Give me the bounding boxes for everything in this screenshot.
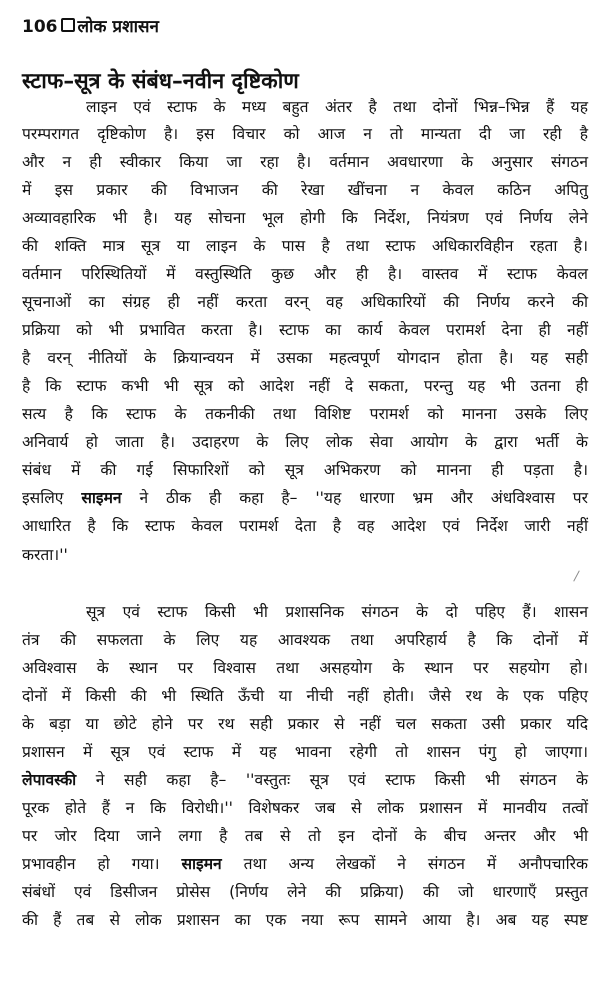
paragraph-line: दोनों में किसी की भी स्थिति ऊँची या नीची नहीं होती। जैसे रथ के एक पहिए <box>22 687 588 705</box>
paragraph-line: परम्परागत दृष्टिकोण है। इस विचार को आज न तो मान्यता दी जा रही है <box>22 125 588 143</box>
author-lepawski: लेपावस्की <box>22 771 77 789</box>
paragraph-line: सूत्र एवं स्टाफ किसी भी प्रशासनिक संगठन के दो पहिए हैं। शासन <box>86 603 588 621</box>
author-simon: साइमन <box>81 489 122 507</box>
text-segment: तथा अन्य लेखकों ने संगठन में अनौपचारिक <box>243 855 588 873</box>
paragraph-line: पर जोर दिया जाने लगा है तब से तो इन दोनों के बीच अन्तर और भी <box>22 827 588 845</box>
quote-lead: इसलिए <box>22 489 64 507</box>
paragraph-line: के बड़ा या छोटे होने पर रथ सही प्रकार से नहीं चल सकता उसी प्रकार यदि <box>22 715 588 733</box>
paragraph-line: सूचनाओं का संग्रह ही नहीं करता वरन् वह अधिकारियों की निर्णय करने की <box>22 293 588 311</box>
paragraph-line: आधारित है कि स्टाफ केवल परामर्श देता है वह आदेश एवं निर्देश जारी नहीं <box>22 517 588 535</box>
paragraph-line: पूरक होते हैं न कि विरोधी।'' विशेषकर जब से लोक प्रशासन में मानवीय तत्वों <box>22 799 588 817</box>
quote-text: ने ठीक ही कहा है– ''यह धारणा भ्रम और अंधविश्वास पर <box>139 489 588 507</box>
section-heading: स्टाफ–सूत्र के संबंध–नवीन दृष्टिकोण <box>22 69 299 94</box>
paragraph-line: संबंधों एवं डिसीजन प्रोसेस (निर्णय लेने की प्रक्रिया) की जो धारणाएँ प्रस्तुत <box>22 883 588 901</box>
paragraph-line: अनिवार्य हो जाता है। उदाहरण के लिए लोक सेवा आयोग के द्वारा भर्ती के <box>22 433 588 451</box>
page-number: 106 <box>22 17 58 37</box>
paragraph-line: है वरन् नीतियों के क्रियान्वयन में उसका महत्वपूर्ण योगदान होता है। यह सही <box>22 349 588 367</box>
square-bullet-icon <box>61 18 75 32</box>
paragraph-line: की हैं तब से लोक प्रशासन का एक नया रूप सामने आया है। अब यह स्पष्ट <box>22 911 588 929</box>
book-title: लोक प्रशासन <box>77 17 159 37</box>
paragraph-line: अविश्वास के स्थान पर विश्वास तथा असहयोग के स्थान पर सहयोग हो। <box>22 659 588 677</box>
paragraph-line: वर्तमान परिस्थितियों में वस्तुस्थिति कुछ और ही है। वास्तव में स्टाफ केवल <box>22 265 588 283</box>
paragraph-line-quote <box>22 488 588 508</box>
paragraph-line: संबंध में की गई सिफारिशों को सूत्र अभिकरण को मानना ही पड़ता है। <box>22 461 588 479</box>
text-segment: प्रभावहीन हो गया। <box>22 855 160 873</box>
paragraph-line: अव्यावहारिक भी है। यह सोचना भूल होगी कि निर्देश, नियंत्रण एवं निर्णय लेने <box>22 209 588 227</box>
paragraph-line: प्रशासन में सूत्र एवं स्टाफ में यह भावना रहेगी तो शासन पंगु हो जाएगा। <box>22 743 588 761</box>
paragraph-line: में इस प्रकार की विभाजन की रेखा खींचना न केवल कठिन अपितु <box>22 181 588 199</box>
paragraph-line: तंत्र की सफलता के लिए यह आवश्यक तथा अपरिहार्य है कि दोनों में <box>22 631 588 649</box>
running-header <box>22 14 159 37</box>
quote-text: ने सही कहा है– ''वस्तुतः सूत्र एवं स्टाफ किसी भी संगठन के <box>95 771 588 789</box>
paragraph-line: की शक्ति मात्र सूत्र या लाइन के पास है तथा स्टाफ अधिकारविहीन रहता है। <box>22 237 588 255</box>
author-simon: साइमन <box>181 855 222 873</box>
paragraph-line: और न ही स्वीकार किया जा रहा है। वर्तमान अवधारणा के अनुसार संगठन <box>22 153 588 171</box>
paragraph-line <box>22 854 588 874</box>
paragraph-line: करता।'' <box>22 546 68 564</box>
paragraph-line: है कि स्टाफ कभी भी सूत्र को आदेश नहीं दे सकता, परन्तु यह भी उतना ही <box>22 377 588 395</box>
paragraph-line: सत्य है कि स्टाफ के तकनीकी तथा विशिष्ट परामर्श को मानना उसके लिए <box>22 405 588 423</box>
paragraph-line: लाइन एवं स्टाफ के मध्य बहुत अंतर है तथा दोनों भिन्न–भिन्न हैं यह <box>86 98 588 116</box>
paragraph-line: प्रक्रिया को भी प्रभावित करता है। स्टाफ का कार्य केवल परामर्श देना ही नहीं <box>22 321 588 339</box>
pencil-mark <box>573 570 580 581</box>
paragraph-line-quote <box>22 770 588 790</box>
